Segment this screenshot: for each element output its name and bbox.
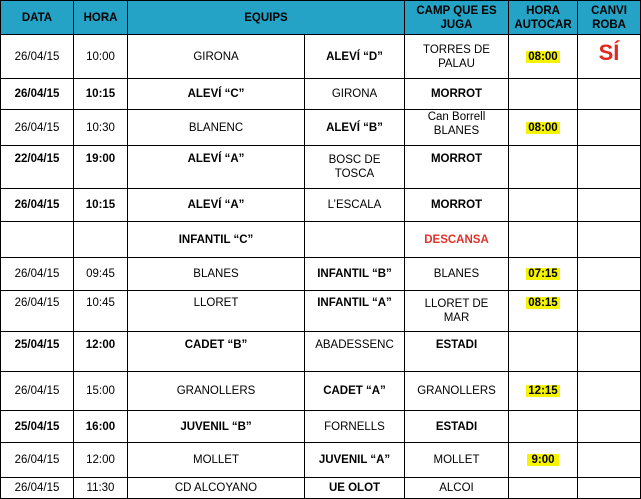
time-cell: 16:00 [74, 411, 128, 443]
kit-change-cell [578, 35, 641, 79]
date-cell: 26/04/15 [1, 291, 74, 332]
bus-time-cell [509, 110, 578, 146]
table-row [1, 258, 641, 291]
field-cell [405, 35, 509, 79]
header-bus-line1: HORA [526, 4, 560, 17]
kit-change-cell [578, 372, 641, 411]
field-cell: BLANES [405, 258, 509, 291]
team2-cell: UE OLOT [305, 478, 405, 499]
date-cell: 26/04/15 [1, 35, 74, 79]
team2-cell: INFANTIL “B” [305, 258, 405, 291]
bus-time-cell [509, 258, 578, 291]
time-cell: 10:15 [74, 79, 128, 110]
team2-cell: ALEVÍ “D” [305, 35, 405, 79]
team1-cell: GIRONA [128, 35, 305, 79]
team1-cell: MOLLET [128, 443, 305, 478]
bus-time-cell [509, 79, 578, 110]
team1-cell: LLORET [128, 291, 305, 332]
bus-time-cell [509, 332, 578, 372]
field-cell [405, 222, 509, 258]
table-row [1, 372, 641, 411]
kit-change-cell [578, 189, 641, 222]
table-row [1, 411, 641, 443]
kit-change-cell [578, 478, 641, 499]
team1-cell: ALEVÍ “A” [128, 189, 305, 222]
bus-time-cell [509, 35, 578, 79]
team2-cell: BOSC DE TOSCA [305, 146, 405, 189]
kit-change-cell [578, 110, 641, 146]
field-cell [405, 110, 509, 146]
team2-cell [305, 222, 405, 258]
header-date [1, 1, 74, 35]
date-cell: 26/04/15 [1, 443, 74, 478]
field-cell: MORROT [405, 189, 509, 222]
header-teams [128, 1, 405, 35]
header-bus-time [509, 1, 578, 35]
bus-time-cell [509, 291, 578, 332]
header-time-label: HORA [83, 11, 118, 24]
team1-cell: CADET “B” [128, 332, 305, 372]
date-cell: 26/04/15 [1, 478, 74, 499]
bus-time-highlight: 08:00 [528, 121, 558, 134]
time-cell: 10:15 [74, 189, 128, 222]
team1-cell: BLANES [128, 258, 305, 291]
team1-cell: ALEVÍ “A” [128, 146, 305, 189]
field-line2: MAR [443, 312, 470, 324]
date-cell: 25/04/15 [1, 332, 74, 372]
time-cell: 10:30 [74, 110, 128, 146]
table-row [1, 291, 641, 332]
team1-cell: CD ALCOYANO [128, 478, 305, 499]
header-teams-label: EQUIPS [244, 11, 288, 24]
table-row [1, 110, 641, 146]
table-row [1, 443, 641, 478]
team2-cell: CADET “A” [305, 372, 405, 411]
date-cell: 26/04/15 [1, 79, 74, 110]
header-kit-line2: ROBA [592, 18, 626, 31]
kit-change-cell [578, 411, 641, 443]
kit-change-cell [578, 222, 641, 258]
team1-cell: BLANENC [128, 110, 305, 146]
date-cell: 25/04/15 [1, 411, 74, 443]
field-cell: MORROT [405, 146, 509, 189]
team2-cell: ABADESSENC [305, 332, 405, 372]
kit-change-cell [578, 146, 641, 189]
header-kit-line1: CANVI [591, 4, 627, 17]
date-cell: 26/04/15 [1, 258, 74, 291]
date-cell [1, 222, 74, 258]
field-cell [405, 291, 509, 332]
table-row [1, 146, 641, 189]
rest-status: DESCANSA [424, 233, 489, 246]
field-line1: Can Borrell [427, 111, 486, 123]
team2-cell: ALEVÍ “B” [305, 110, 405, 146]
time-cell: 19:00 [74, 146, 128, 189]
team2-cell: INFANTIL “A” [305, 291, 405, 332]
kit-change-cell [578, 291, 641, 332]
bus-time-cell [509, 189, 578, 222]
team1-cell: JUVENIL “B” [128, 411, 305, 443]
team2-cell: L’ESCALA [305, 189, 405, 222]
bus-time-cell [509, 222, 578, 258]
field-line2: PALAU [438, 57, 475, 70]
time-cell: 10:00 [74, 35, 128, 79]
time-cell: 09:45 [74, 258, 128, 291]
time-cell: 10:45 [74, 291, 128, 332]
team2-cell: FORNELLS [305, 411, 405, 443]
bus-time-highlight: 08:00 [528, 50, 558, 63]
time-cell: 12:00 [74, 443, 128, 478]
team2-cell: JUVENIL “A” [305, 443, 405, 478]
kit-change-cell [578, 79, 641, 110]
table-row [1, 332, 641, 372]
team1-cell: INFANTIL “C” [128, 222, 305, 258]
date-cell: 26/04/15 [1, 372, 74, 411]
field-line1: LLORET DE [424, 298, 489, 310]
bus-time-cell [509, 443, 578, 478]
header-kit-change [578, 1, 641, 35]
time-cell [74, 222, 128, 258]
time-cell: 15:00 [74, 372, 128, 411]
table-row [1, 79, 641, 110]
date-cell: 22/04/15 [1, 146, 74, 189]
kit-change-yes: SÍ [598, 39, 620, 65]
field-cell: ESTADI [405, 332, 509, 372]
bus-time-highlight: 08:15 [528, 297, 558, 309]
field-line1: TORRES DE [423, 43, 490, 56]
kit-change-cell [578, 443, 641, 478]
header-time [74, 1, 128, 35]
header-field-line1: CAMP QUE ES [416, 4, 497, 17]
bus-time-cell [509, 372, 578, 411]
field-cell: ALCOI [405, 478, 509, 499]
bus-time-highlight: 07:15 [528, 268, 558, 280]
field-line2: BLANES [433, 125, 480, 137]
date-cell: 26/04/15 [1, 189, 74, 222]
header-date-label: DATA [21, 11, 53, 24]
field-cell: MORROT [405, 79, 509, 110]
table-row [1, 222, 641, 258]
bus-time-cell [509, 478, 578, 499]
field-cell: ESTADI [405, 411, 509, 443]
bus-time-highlight: 9:00 [527, 454, 558, 466]
field-cell: GRANOLLERS [405, 372, 509, 411]
bus-time-cell [509, 146, 578, 189]
header-row [1, 1, 641, 35]
bus-time-cell [509, 411, 578, 443]
header-bus-line2: AUTOCAR [514, 18, 572, 31]
team1-cell: ALEVÍ “C” [128, 79, 305, 110]
header-field-line2: JUGA [440, 18, 473, 31]
kit-change-cell [578, 258, 641, 291]
team2-cell: GIRONA [305, 79, 405, 110]
header-field [405, 1, 509, 35]
bus-time-highlight: 12:15 [528, 385, 558, 397]
time-cell: 11:30 [74, 478, 128, 499]
kit-change-cell [578, 332, 641, 372]
team1-cell: GRANOLLERS [128, 372, 305, 411]
table-row [1, 35, 641, 79]
field-cell: MOLLET [405, 443, 509, 478]
table-row [1, 478, 641, 499]
time-cell: 12:00 [74, 332, 128, 372]
table-row [1, 189, 641, 222]
date-cell: 26/04/15 [1, 110, 74, 146]
